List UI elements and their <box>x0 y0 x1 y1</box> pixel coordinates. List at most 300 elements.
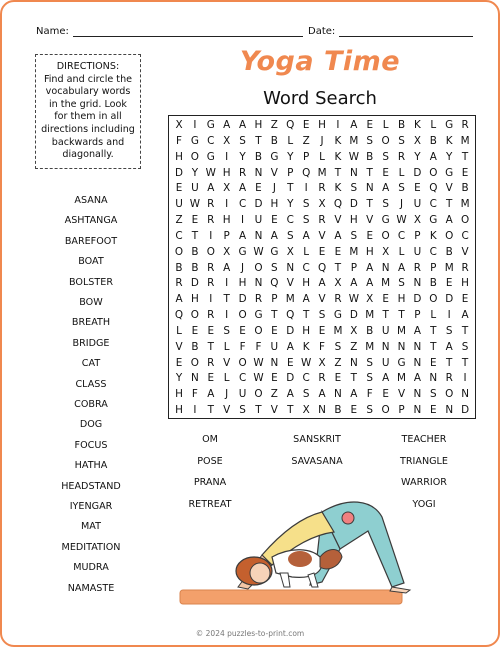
grid-letter[interactable]: S <box>445 324 453 337</box>
grid-letter[interactable]: V <box>445 182 453 195</box>
grid-letter[interactable]: T <box>271 309 278 322</box>
grid-letter[interactable]: E <box>318 324 326 337</box>
grid-letter[interactable]: P <box>223 229 230 242</box>
grid-letter[interactable]: T <box>398 309 405 322</box>
grid-letter[interactable]: E <box>239 324 246 337</box>
grid-letter[interactable]: X <box>223 245 231 258</box>
grid-letter[interactable]: H <box>461 277 469 290</box>
grid-letter[interactable]: F <box>255 340 262 353</box>
grid-letter[interactable]: Q <box>270 277 279 290</box>
grid-letter[interactable]: T <box>287 404 294 417</box>
grid-letter[interactable]: O <box>461 214 470 227</box>
grid-letter[interactable]: S <box>239 134 246 147</box>
grid-letter[interactable]: X <box>318 356 326 369</box>
grid-letter[interactable]: N <box>381 340 390 353</box>
grid-letter[interactable]: M <box>397 372 406 385</box>
grid-letter[interactable]: R <box>461 261 469 274</box>
grid-letter[interactable]: A <box>366 261 374 274</box>
grid-letter[interactable]: G <box>333 309 342 322</box>
grid-letter[interactable]: O <box>429 293 438 306</box>
grid-letter[interactable]: W <box>253 372 264 385</box>
grid-letter[interactable]: X <box>223 134 231 147</box>
grid-letter[interactable]: W <box>253 245 264 258</box>
grid-letter[interactable]: M <box>349 245 359 258</box>
grid-letter[interactable]: K <box>413 119 421 131</box>
grid-letter[interactable]: N <box>429 372 438 385</box>
grid-letter[interactable]: T <box>334 166 342 179</box>
grid-letter[interactable]: E <box>334 372 342 385</box>
grid-letter[interactable]: B <box>191 261 199 274</box>
grid-letter[interactable]: M <box>460 198 470 211</box>
grid-letter[interactable]: W <box>189 198 201 211</box>
grid-letter[interactable]: A <box>382 372 390 385</box>
grid-letter[interactable]: N <box>286 261 295 274</box>
grid-letter[interactable]: O <box>445 388 454 401</box>
grid-letter[interactable]: Y <box>287 198 294 211</box>
grid-letter[interactable]: O <box>381 404 390 417</box>
grid-letter[interactable]: Q <box>286 119 295 131</box>
grid-letter[interactable]: R <box>207 309 215 322</box>
grid-letter[interactable]: X <box>318 198 326 211</box>
grid-letter[interactable]: H <box>254 119 263 131</box>
grid-letter[interactable]: I <box>463 372 467 385</box>
grid-letter[interactable]: R <box>461 119 469 131</box>
grid-letter[interactable]: A <box>350 388 358 401</box>
grid-letter[interactable]: Q <box>317 261 327 274</box>
grid-letter[interactable]: X <box>350 324 358 337</box>
grid-letter[interactable]: G <box>190 134 199 147</box>
grid-letter[interactable]: K <box>445 134 453 147</box>
grid-letter[interactable]: N <box>365 182 374 195</box>
grid-letter[interactable]: D <box>349 309 358 322</box>
grid-letter[interactable]: B <box>254 150 263 163</box>
grid-letter[interactable]: E <box>271 372 278 385</box>
grid-letter[interactable]: G <box>381 214 390 227</box>
grid-letter[interactable]: M <box>381 277 391 290</box>
grid-letter[interactable]: Z <box>270 119 278 131</box>
grid-letter[interactable]: F <box>176 134 182 147</box>
grid-letter[interactable]: Q <box>174 309 184 322</box>
grid-letter[interactable]: D <box>254 198 263 211</box>
grid-letter[interactable]: O <box>429 166 438 179</box>
grid-letter[interactable]: N <box>270 356 279 369</box>
grid-letter[interactable]: I <box>225 309 229 322</box>
grid-letter[interactable]: A <box>318 277 326 290</box>
grid-letter[interactable]: N <box>349 166 358 179</box>
grid-letter[interactable]: R <box>207 261 215 274</box>
grid-letter[interactable]: E <box>175 356 183 369</box>
grid-letter[interactable]: H <box>222 166 231 179</box>
grid-letter[interactable]: Y <box>287 150 294 163</box>
grid-letter[interactable]: V <box>223 404 231 417</box>
grid-letter[interactable]: H <box>397 293 406 306</box>
grid-letter[interactable]: E <box>255 182 262 195</box>
grid-letter[interactable]: W <box>301 356 312 369</box>
grid-letter[interactable]: E <box>366 229 374 242</box>
grid-letter[interactable]: V <box>334 214 342 227</box>
grid-letter[interactable]: X <box>302 404 310 417</box>
grid-letter[interactable]: M <box>349 134 359 147</box>
grid-letter[interactable]: E <box>366 119 374 131</box>
grid-letter[interactable]: Y <box>175 372 183 385</box>
grid-letter[interactable]: B <box>397 119 406 131</box>
grid-letter[interactable]: T <box>350 372 357 385</box>
grid-letter[interactable]: G <box>429 214 438 227</box>
grid-letter[interactable]: V <box>270 404 278 417</box>
grid-letter[interactable]: B <box>366 324 374 337</box>
grid-letter[interactable]: U <box>381 324 390 337</box>
grid-letter[interactable]: I <box>304 182 308 195</box>
grid-letter[interactable]: R <box>397 150 406 163</box>
grid-letter[interactable]: N <box>461 388 469 401</box>
grid-letter[interactable]: T <box>302 309 310 322</box>
grid-letter[interactable]: A <box>175 293 183 306</box>
grid-letter[interactable]: I <box>241 214 245 227</box>
grid-letter[interactable]: A <box>334 229 342 242</box>
grid-letter[interactable]: G <box>445 166 454 179</box>
grid-letter[interactable]: Y <box>191 166 199 179</box>
grid-letter[interactable]: R <box>318 372 326 385</box>
grid-letter[interactable]: E <box>382 388 389 401</box>
grid-letter[interactable]: B <box>270 134 278 147</box>
grid-letter[interactable]: S <box>286 229 294 242</box>
grid-letter[interactable]: J <box>399 198 404 211</box>
grid-letter[interactable]: H <box>175 404 183 417</box>
grid-letter[interactable]: O <box>190 309 199 322</box>
grid-letter[interactable]: N <box>381 261 390 274</box>
grid-letter[interactable]: V <box>318 229 326 242</box>
grid-letter[interactable]: X <box>223 182 231 195</box>
grid-letter[interactable]: A <box>445 214 453 227</box>
grid-letter[interactable]: A <box>461 309 469 322</box>
grid-letter[interactable]: S <box>334 340 342 353</box>
grid-letter[interactable]: A <box>239 182 247 195</box>
grid-letter[interactable]: Z <box>270 388 278 401</box>
name-field[interactable] <box>36 26 303 37</box>
grid-letter[interactable]: E <box>445 277 453 290</box>
grid-letter[interactable]: I <box>225 277 229 290</box>
grid-letter[interactable]: L <box>382 119 389 131</box>
grid-letter[interactable]: H <box>318 119 326 131</box>
grid-letter[interactable]: N <box>334 388 342 401</box>
grid-letter[interactable]: N <box>413 404 422 417</box>
grid-letter[interactable]: F <box>366 388 373 401</box>
grid-letter[interactable]: W <box>348 293 359 306</box>
grid-letter[interactable]: E <box>430 404 437 417</box>
grid-letter[interactable]: F <box>191 388 198 401</box>
grid-letter[interactable]: E <box>414 182 421 195</box>
grid-letter[interactable]: C <box>397 229 406 242</box>
grid-letter[interactable]: I <box>209 293 213 306</box>
grid-letter[interactable]: E <box>286 356 294 369</box>
grid-letter[interactable]: C <box>461 229 469 242</box>
grid-letter[interactable]: Z <box>350 340 358 353</box>
grid-letter[interactable]: O <box>254 388 263 401</box>
grid-letter[interactable]: E <box>175 182 183 195</box>
grid-letter[interactable]: A <box>270 229 278 242</box>
grid-letter[interactable]: N <box>445 404 454 417</box>
grid-letter[interactable]: I <box>193 404 197 417</box>
grid-letter[interactable]: A <box>223 119 231 131</box>
grid-letter[interactable]: R <box>413 261 422 274</box>
grid-letter[interactable]: W <box>205 166 216 179</box>
grid-letter[interactable]: W <box>348 150 359 163</box>
grid-letter[interactable]: C <box>302 261 310 274</box>
grid-letter[interactable]: I <box>193 119 197 131</box>
grid-letter[interactable]: N <box>397 340 406 353</box>
grid-letter[interactable]: C <box>429 198 437 211</box>
grid-letter[interactable]: S <box>271 261 278 274</box>
grid-letter[interactable]: O <box>381 134 390 147</box>
grid-letter[interactable]: E <box>271 324 278 337</box>
grid-letter[interactable]: M <box>365 340 375 353</box>
grid-letter[interactable]: A <box>286 388 294 401</box>
grid-letter[interactable]: U <box>413 245 422 258</box>
grid-letter[interactable]: X <box>413 134 421 147</box>
grid-letter[interactable]: S <box>318 309 326 322</box>
grid-letter[interactable]: A <box>366 277 374 290</box>
grid-letter[interactable]: J <box>320 134 324 147</box>
grid-letter[interactable]: H <box>175 150 183 163</box>
grid-letter[interactable]: W <box>253 356 264 369</box>
grid-letter[interactable]: N <box>349 356 358 369</box>
grid-letter[interactable]: A <box>302 293 310 306</box>
grid-letter[interactable]: B <box>191 245 199 258</box>
grid-letter[interactable]: U <box>175 198 183 211</box>
grid-letter[interactable]: M <box>397 324 406 337</box>
grid-letter[interactable]: W <box>396 214 407 227</box>
grid-letter[interactable]: R <box>334 293 342 306</box>
grid-letter[interactable]: B <box>429 277 437 290</box>
grid-letter[interactable]: T <box>461 356 469 369</box>
grid-letter[interactable]: R <box>175 277 183 290</box>
grid-letter[interactable]: X <box>175 119 183 131</box>
grid-letter[interactable]: L <box>319 150 325 163</box>
grid-letter[interactable]: M <box>365 309 375 322</box>
grid-letter[interactable]: O <box>190 150 199 163</box>
grid-letter[interactable]: T <box>255 404 262 417</box>
grid-letter[interactable]: E <box>207 372 215 385</box>
grid-letter[interactable]: X <box>334 277 342 290</box>
grid-letter[interactable]: S <box>366 356 374 369</box>
grid-letter[interactable]: A <box>350 277 358 290</box>
grid-letter[interactable]: E <box>191 324 199 337</box>
grid-letter[interactable]: L <box>303 245 310 258</box>
grid-letter[interactable]: G <box>445 119 454 131</box>
grid-letter[interactable]: G <box>397 356 406 369</box>
grid-letter[interactable]: N <box>413 277 422 290</box>
grid-letter[interactable]: B <box>461 182 469 195</box>
grid-letter[interactable]: M <box>460 134 470 147</box>
grid-letter[interactable]: L <box>223 340 230 353</box>
grid-letter[interactable]: A <box>286 340 294 353</box>
grid-letter[interactable]: V <box>286 277 294 290</box>
grid-letter[interactable]: T <box>207 340 214 353</box>
grid-letter[interactable]: E <box>461 293 469 306</box>
grid-letter[interactable]: I <box>209 229 213 242</box>
grid-letter[interactable]: D <box>190 277 199 290</box>
grid-letter[interactable]: K <box>302 340 310 353</box>
grid-letter[interactable]: E <box>207 324 215 337</box>
grid-letter[interactable]: S <box>366 404 374 417</box>
grid-letter[interactable]: T <box>287 182 294 195</box>
grid-letter[interactable]: S <box>461 340 469 353</box>
grid-letter[interactable]: H <box>365 245 374 258</box>
grid-letter[interactable]: T <box>461 324 469 337</box>
grid-letter[interactable]: O <box>174 245 184 258</box>
grid-letter[interactable]: Q <box>429 182 438 195</box>
grid-letter[interactable]: H <box>175 388 183 401</box>
grid-letter[interactable]: F <box>239 340 246 353</box>
grid-letter[interactable]: O <box>238 356 247 369</box>
grid-letter[interactable]: O <box>445 229 454 242</box>
grid-letter[interactable]: S <box>398 277 405 290</box>
grid-letter[interactable]: R <box>207 356 215 369</box>
grid-letter[interactable]: T <box>366 198 373 211</box>
grid-letter[interactable]: D <box>445 293 454 306</box>
grid-letter[interactable]: U <box>191 182 199 195</box>
grid-letter[interactable]: V <box>366 214 374 227</box>
grid-letter[interactable]: N <box>318 404 326 417</box>
grid-letter[interactable]: C <box>207 134 215 147</box>
grid-letter[interactable]: D <box>413 166 422 179</box>
grid-letter[interactable]: M <box>285 293 295 306</box>
grid-letter[interactable]: S <box>302 388 310 401</box>
grid-letter[interactable]: A <box>318 388 326 401</box>
grid-letter[interactable]: G <box>238 245 247 258</box>
grid-letter[interactable]: P <box>303 150 310 163</box>
grid-letter[interactable]: R <box>238 166 247 179</box>
grid-letter[interactable]: P <box>430 261 437 274</box>
grid-letter[interactable]: R <box>318 214 326 227</box>
grid-letter[interactable]: P <box>350 261 357 274</box>
grid-letter[interactable]: E <box>271 214 278 227</box>
grid-letter[interactable]: X <box>286 245 294 258</box>
grid-letter[interactable]: S <box>366 134 374 147</box>
grid-letter[interactable]: E <box>191 214 199 227</box>
grid-letter[interactable]: Y <box>414 150 421 163</box>
grid-letter[interactable]: A <box>302 229 310 242</box>
grid-letter[interactable]: Y <box>446 150 453 163</box>
grid-letter[interactable]: V <box>318 293 326 306</box>
grid-letter[interactable]: S <box>302 214 310 227</box>
grid-letter[interactable]: T <box>223 293 230 306</box>
grid-letter[interactable]: L <box>223 372 230 385</box>
grid-letter[interactable]: S <box>430 388 437 401</box>
grid-letter[interactable]: R <box>254 293 263 306</box>
grid-letter[interactable]: A <box>350 119 358 131</box>
grid-letter[interactable]: T <box>461 150 469 163</box>
grid-letter[interactable]: S <box>350 229 358 242</box>
grid-letter[interactable]: G <box>206 150 215 163</box>
grid-letter[interactable]: A <box>397 261 406 274</box>
date-field[interactable] <box>308 26 473 37</box>
grid-letter[interactable]: S <box>398 182 405 195</box>
grid-letter[interactable]: G <box>270 150 279 163</box>
grid-letter[interactable]: S <box>382 198 389 211</box>
grid-letter[interactable]: S <box>223 324 230 337</box>
grid-letter[interactable]: F <box>319 340 326 353</box>
grid-letter[interactable]: D <box>238 293 247 306</box>
grid-letter[interactable]: P <box>398 404 405 417</box>
grid-letter[interactable]: G <box>270 245 279 258</box>
grid-letter[interactable]: H <box>222 214 231 227</box>
grid-letter[interactable]: U <box>270 340 279 353</box>
grid-letter[interactable]: R <box>207 277 215 290</box>
grid-letter[interactable]: A <box>207 388 215 401</box>
grid-letter[interactable]: N <box>254 166 263 179</box>
grid-letter[interactable]: R <box>207 198 215 211</box>
grid-letter[interactable]: T <box>366 166 373 179</box>
grid-letter[interactable]: A <box>429 150 437 163</box>
grid-letter[interactable]: J <box>241 261 245 274</box>
grid-letter[interactable]: N <box>191 372 199 385</box>
grid-letter[interactable]: I <box>447 309 451 322</box>
grid-letter[interactable]: E <box>430 356 437 369</box>
grid-letter[interactable]: E <box>302 119 310 131</box>
grid-letter[interactable]: D <box>286 372 295 385</box>
grid-letter[interactable]: B <box>334 404 342 417</box>
letter-grid[interactable] <box>168 115 476 419</box>
grid-letter[interactable]: E <box>382 293 389 306</box>
name-line[interactable] <box>73 26 303 37</box>
grid-letter[interactable]: S <box>302 198 310 211</box>
grid-letter[interactable]: M <box>444 261 454 274</box>
grid-letter[interactable]: R <box>318 182 326 195</box>
grid-letter[interactable]: B <box>445 245 453 258</box>
grid-letter[interactable]: D <box>461 404 470 417</box>
grid-letter[interactable]: A <box>413 372 421 385</box>
grid-letter[interactable]: V <box>397 388 406 401</box>
grid-letter[interactable]: C <box>302 372 310 385</box>
grid-letter[interactable]: D <box>349 198 358 211</box>
grid-letter[interactable]: G <box>206 119 215 131</box>
grid-letter[interactable]: O <box>238 309 247 322</box>
grid-letter[interactable]: O <box>254 261 263 274</box>
grid-letter[interactable]: B <box>429 134 437 147</box>
grid-letter[interactable]: V <box>270 166 278 179</box>
grid-letter[interactable]: U <box>413 198 422 211</box>
grid-letter[interactable]: H <box>238 277 247 290</box>
grid-letter[interactable]: U <box>238 388 247 401</box>
grid-letter[interactable]: T <box>430 324 437 337</box>
grid-letter[interactable]: X <box>382 245 390 258</box>
grid-letter[interactable]: P <box>414 229 421 242</box>
grid-letter[interactable]: K <box>334 150 342 163</box>
grid-letter[interactable]: L <box>430 119 437 131</box>
grid-letter[interactable]: S <box>366 372 374 385</box>
grid-letter[interactable]: K <box>334 182 342 195</box>
grid-letter[interactable]: U <box>254 214 263 227</box>
grid-letter[interactable]: M <box>317 166 327 179</box>
grid-letter[interactable]: C <box>238 198 247 211</box>
grid-letter[interactable]: O <box>381 229 390 242</box>
grid-letter[interactable]: D <box>286 324 295 337</box>
grid-letter[interactable]: D <box>174 166 183 179</box>
grid-letter[interactable]: E <box>382 166 389 179</box>
grid-letter[interactable]: Q <box>302 166 311 179</box>
grid-letter[interactable]: R <box>445 372 453 385</box>
grid-letter[interactable]: I <box>336 119 340 131</box>
grid-letter[interactable]: L <box>398 245 405 258</box>
grid-letter[interactable]: T <box>430 340 437 353</box>
grid-letter[interactable]: D <box>413 293 422 306</box>
grid-letter[interactable]: A <box>382 182 390 195</box>
grid-letter[interactable]: N <box>413 340 422 353</box>
grid-letter[interactable]: T <box>446 356 453 369</box>
grid-letter[interactable]: T <box>446 198 453 211</box>
grid-letter[interactable]: H <box>302 324 311 337</box>
